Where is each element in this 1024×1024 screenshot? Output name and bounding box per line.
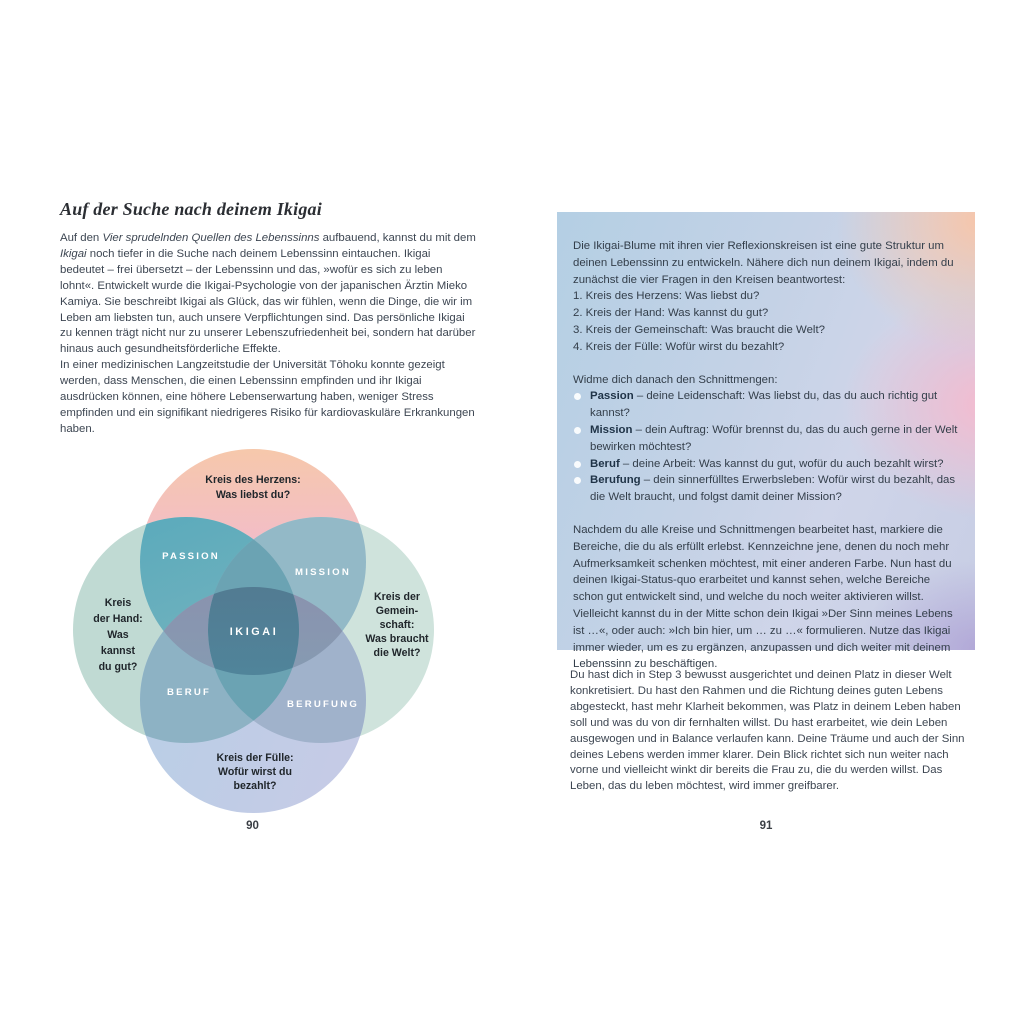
circle-question-item: 3. Kreis der Gemeinschaft: Was braucht die Welt? [573,323,825,336]
svg-text:Gemein-: Gemein- [375,605,419,617]
svg-text:schaft:: schaft: [379,619,415,631]
svg-text:bezahlt?: bezahlt? [233,780,277,792]
intro-text: aufbauend, kannst du mit dem [319,232,476,244]
bullet-dot-icon [574,477,581,484]
berufung-zone-label: BERUFUNG [287,699,359,710]
ikigai-italic: Ikigai [60,247,87,260]
svg-text:Was braucht: Was braucht [365,633,429,645]
svg-text:Was: Was [107,629,129,641]
svg-text:der Hand:: der Hand: [93,613,143,625]
study-paragraph: In einer medizinischen Langzeitstudie der Universität Tōhoku konnte gezeigt werden, dass Menschen, die einen Lebenssinn empfinden und ihr Ikigai ausdrücken können, eine höhere Lebenserwartung haben, weniger Stress empfinden und ein signifikant niedrigeres Risiko für kardiovaskuläre Erkrankungen haben. [60,359,475,435]
bullet-item-beruf: Beruf – deine Arbeit: Was kannst du gut, wofür du auch bezahlt wirst? [573,456,959,473]
svg-text:Was liebst du?: Was liebst du? [215,489,291,501]
mission-zone-label: MISSION [295,567,351,578]
passion-zone-label: PASSION [162,551,220,562]
bullet-item-passion: Passion – deine Leidenschaft: Was liebst du, das du auch richtig gut kannst? [573,388,959,422]
bullet-item-berufung: Berufung – dein sinnerfülltes Erwerbsleben: Wofür wirst du bezahlt, das die Welt braucht, und folgst damit deiner Mission? [573,472,959,506]
beruf-zone-label: BERUF [166,687,212,698]
ikigai-venn-diagram [57,438,477,838]
svg-text:kannst: kannst [100,645,136,657]
circle-question-list [573,288,959,355]
intro-text: noch tiefer in die Suche nach deinem Lebenssinn eintauchen. Ikigai bedeutet – frei übersetzt – der Lebenssinn und das, »wofür es sich zu leben lohnt«. Entwickelt wurde die Ikigai-Psychologie von der japanischen Ärztin Mieko Kamiya. Sie beschreibt Ikigai als Glück, das wir fühlen, wenn die Dinge, die wir im Leben am liebsten tun, auch unsere Verpflichtungen sind. Das persönliche Ikigai zu kennen trägt nicht nur zu unserer Lebenszufriedenheit bei, sondern hat darüber hinaus auch gesundheitsförderliche Effekte. [60,247,476,356]
book-reference-italic: Vier sprudelnden Quellen des Lebenssinns [102,232,320,244]
intro-text: Auf den [60,232,103,244]
info-box-paragraph-1: Die Ikigai-Blume mit ihren vier Reflexionskreisen ist eine gute Struktur um deinen Lebenssinn zu entwickeln. Nähere dich nun deinem Ikigai, indem du zunächst die vier Fragen in den Kreisen beantwortest: [573,240,954,286]
circle-question-item: 4. Kreis der Fülle: Wofür wirst du bezahlt? [573,340,785,353]
svg-text:Wofür wirst du: Wofür wirst du [218,766,292,778]
bullet-dot-icon [574,427,581,434]
bullet-dot-icon [574,393,581,400]
intersections-bullet-list [573,388,959,506]
venn-svg [57,438,477,838]
svg-text:Kreis der Fülle:: Kreis der Fülle: [216,752,294,764]
closing-paragraph: Du hast dich in Step 3 bewusst ausgerichtet und deinen Platz in dieser Welt konkretisiert. Du hast den Rahmen und die Richtung deines guten Lebens abgesteckt, hast mehr Klarheit bekommen, was Platz in deinem Leben haben soll und was du von dir fernhalten willst. Du hast erarbeitet, wie dein Leben ausgewogen und in Balance verlaufen kann. Deine Träume und auch der Sinn deines Lebens werden immer klarer. Dein Blick richtet sich nun weiter nach vorne und vielleicht winkt dir bereits die Frau zu, die du werden willst. Das Leben, das du leben möchtest, wird immer greifbarer. [570,669,965,793]
intro-block [60,231,477,438]
svg-text:die Welt?: die Welt? [373,647,421,659]
svg-text:du gut?: du gut? [98,661,138,673]
intro-paragraph [60,231,477,358]
closing-block [570,668,966,795]
circle-question-item: 1. Kreis des Herzens: Was liebst du? [573,290,760,303]
svg-text:Kreis: Kreis [104,597,132,609]
intersections-intro: Widme dich danach den Schnittmengen: [573,373,778,386]
page-number-left: 90 [246,820,259,832]
svg-text:Kreis des Herzens:: Kreis des Herzens: [205,474,301,486]
info-box-paragraph-2: Nachdem du alle Kreise und Schnittmengen bearbeitet hast, markiere die Bereiche, die du als erfüllt erlebst. Kennzeichne jene, denen du noch mehr Aufmerksamkeit schenken möchtest, mit einer anderen Farbe. Nun hast du deinen Ikigai-Status-quo erarbeitet und kannst sehen, welche Bereiche schon gut entwickelt sind, und welche du noch weiter aktivieren willst. Vielleicht kannst du in der Mitte schon dein Ikigai »Der Sinn meines Lebens ist …«, oder auch: »Ich bin hier, um … zu …« formulieren. Nutze das Ikigai immer wieder, um es zu ergänzen, anzupassen und dich weiter mit deinem Lebenssinn zu beschäftigen. [573,523,953,671]
ikigai-center-label: IKIGAI [229,626,279,638]
page-number-right: 91 [759,820,773,832]
ikigai-info-box [557,212,975,671]
svg-text:Kreis der: Kreis der [374,591,420,603]
bullet-dot-icon [574,461,581,468]
bullet-item-mission: Mission – dein Auftrag: Wofür brennst du, das du auch gerne in der Welt bewirken möchtest? [573,422,959,456]
page-title: Auf der Suche nach deinem Ikigai [60,199,322,219]
circle-question-item: 2. Kreis der Hand: Was kannst du gut? [573,307,769,320]
